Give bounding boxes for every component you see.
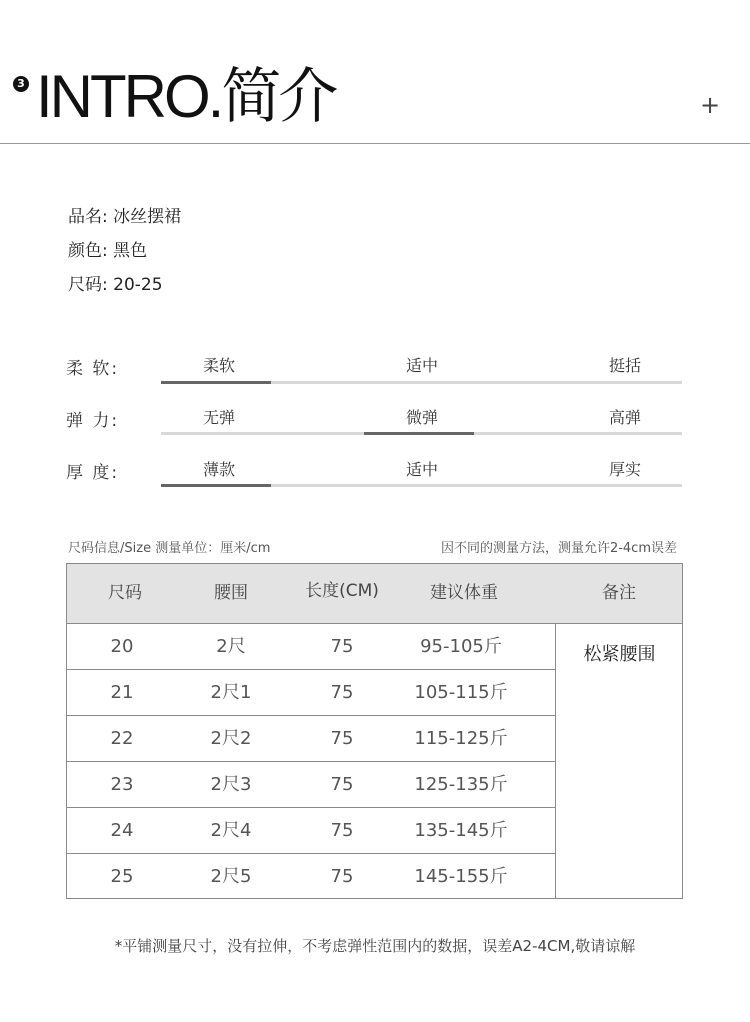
table-cell: 75	[330, 682, 354, 703]
scale-track	[161, 381, 682, 384]
scale-option: 微弹	[405, 408, 438, 427]
table-cell: 75	[330, 820, 354, 841]
scale-option: 薄款	[202, 460, 235, 479]
scale-indicator	[364, 432, 474, 435]
table-cell: 24	[110, 820, 134, 841]
table-cell: 2尺1	[210, 682, 252, 703]
size-info-units: 尺码信息/Size 测量单位：厘米/cm	[68, 541, 271, 556]
attr-label: 弹 力:	[66, 411, 120, 431]
table-cell: 2尺2	[210, 728, 252, 749]
header-weight: 建议体重	[430, 583, 498, 603]
product-size: 尺码: 20-25	[68, 275, 163, 295]
scale-option: 无弹	[202, 408, 235, 427]
scale-option: 高弹	[608, 408, 641, 427]
scale-indicator	[161, 381, 271, 384]
scale-option: 适中	[405, 460, 438, 479]
page-title: INTRO.简介	[36, 63, 336, 130]
table-cell: 125-135斤	[414, 774, 508, 795]
scale-option: 适中	[405, 356, 438, 375]
table-cell: 22	[110, 728, 134, 749]
table-cell: 115-125斤	[414, 728, 508, 749]
table-cell: 75	[330, 774, 354, 795]
table-cell: 75	[330, 636, 354, 657]
header-waist: 腰围	[214, 583, 248, 603]
scale-track	[161, 432, 682, 435]
table-cell: 75	[330, 866, 354, 887]
header-length: 长度(CM)	[305, 581, 379, 601]
attr-label: 柔 软:	[66, 359, 120, 379]
scale-option: 柔软	[202, 356, 235, 375]
scale-option: 厚实	[608, 460, 641, 479]
product-name: 品名: 冰丝摆裙	[68, 207, 182, 227]
header-divider	[0, 143, 750, 144]
table-cell: 23	[110, 774, 134, 795]
header-note: 备注	[602, 583, 636, 603]
section-number-badge: 3	[13, 76, 29, 92]
table-cell: 2尺3	[210, 774, 252, 795]
table-cell: 20	[110, 636, 134, 657]
product-color: 颜色: 黑色	[68, 241, 148, 261]
footnote: *平铺测量尺寸，没有拉伸，不考虑弹性范围内的数据，误差A2-4CM,敬请谅解	[114, 937, 636, 955]
table-cell: 21	[110, 682, 134, 703]
table-cell: 145-155斤	[414, 866, 508, 887]
scale-indicator	[161, 484, 271, 487]
table-cell: 135-145斤	[414, 820, 508, 841]
table-cell: 105-115斤	[414, 682, 508, 703]
table-cell: 25	[110, 866, 134, 887]
table-cell: 75	[330, 728, 354, 749]
plus-icon[interactable]: +	[700, 91, 721, 119]
scale-option: 挺括	[608, 356, 641, 375]
table-cell: 2尺4	[210, 820, 252, 841]
table-note: 松紧腰围	[583, 644, 656, 665]
table-cell: 95-105斤	[420, 636, 502, 657]
header-size: 尺码	[108, 583, 142, 603]
table-cell: 2尺5	[210, 866, 252, 887]
attr-label: 厚 度:	[66, 463, 120, 483]
size-info-tolerance: 因不同的测量方法，测量允许2-4cm误差	[440, 541, 677, 556]
table-cell: 2尺	[216, 636, 246, 657]
scale-track	[161, 484, 682, 487]
